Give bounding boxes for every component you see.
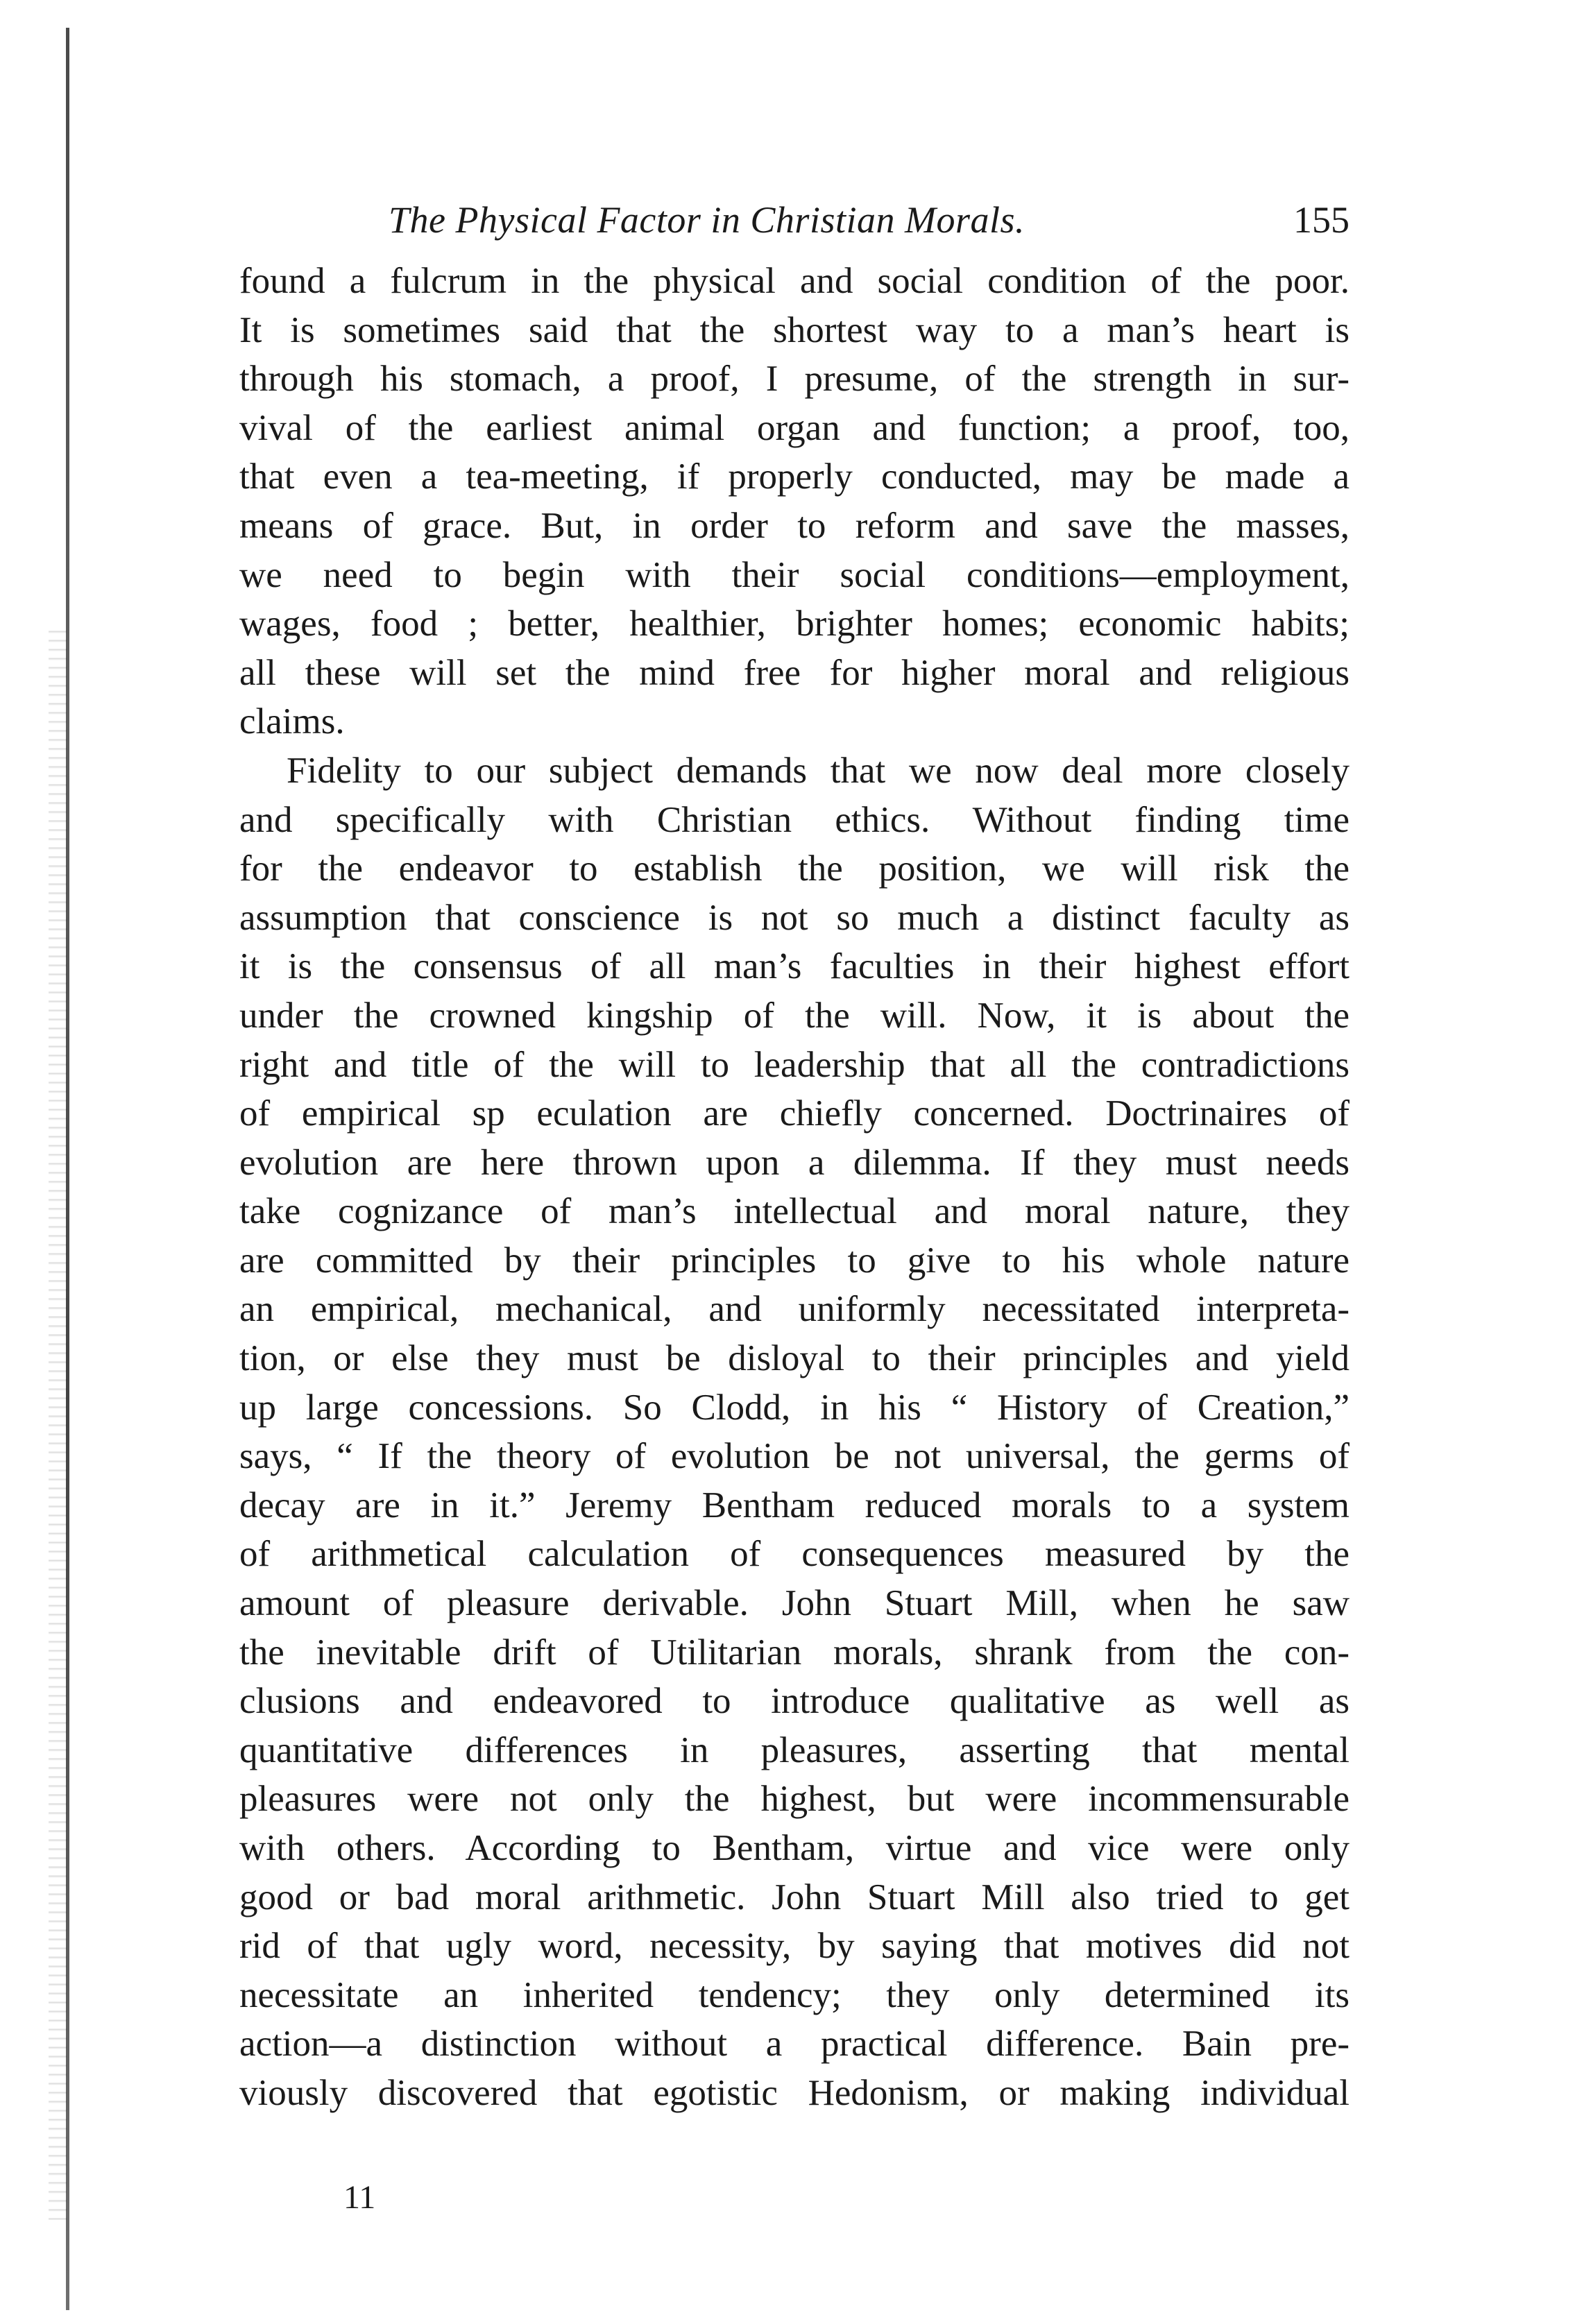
text-line: action—a distinction without a practical difference. Bain pre-	[239, 2024, 1350, 2065]
text-line: with others. According to Bentham, virtue and vice were only	[239, 1828, 1350, 1868]
text-line: evolution are here thrown upon a dilemma. If they must needs	[239, 1142, 1350, 1183]
text-line: that even a tea-meeting, if properly conducted, may be made a	[239, 456, 1350, 497]
text-line: claims.	[239, 701, 345, 742]
text-line: vival of the earliest animal organ and function; a proof, too,	[239, 407, 1350, 448]
text-line: we need to begin with their social conditions—employment,	[239, 554, 1350, 595]
text-line: for the endeavor to establish the position, we will risk the	[239, 848, 1350, 889]
text-line: take cognizance of man’s intellectual and moral nature, they	[239, 1191, 1350, 1232]
text-line: rid of that ugly word, necessity, by saying that motives did not	[239, 1926, 1350, 1967]
text-line: good or bad moral arithmetic. John Stuart Mill also tried to get	[239, 1877, 1350, 1917]
text-line: up large concessions. So Clodd, in his “ History of Creation,”	[239, 1387, 1350, 1428]
running-head	[239, 187, 1350, 257]
text-line: wages, food ; better, healthier, brighter homes; economic habits;	[239, 604, 1350, 644]
text-line: of empirical sp eculation are chiefly concerned. Doctrinaires of	[239, 1093, 1350, 1134]
text-line: clusions and endeavored to introduce qualitative as well as	[239, 1681, 1350, 1722]
text-line: are committed by their principles to give to his whole nature	[239, 1240, 1350, 1281]
text-line: all these will set the mind free for higher moral and religious	[239, 652, 1350, 693]
text-line: through his stomach, a proof, I presume, of the strength in sur-	[239, 359, 1350, 400]
paragraph-2	[239, 746, 1350, 2118]
paragraph-1	[239, 257, 1350, 746]
text-line: of arithmetical calculation of consequences measured by the	[239, 1534, 1350, 1575]
text-line: necessitate an inherited tendency; they only determined its	[239, 1974, 1350, 2015]
text-line: an empirical, mechanical, and uniformly necessitated interpreta-	[239, 1289, 1350, 1330]
text-line: assumption that conscience is not so much a distinct faculty as	[239, 897, 1350, 938]
text-line: Fidelity to our subject demands that we now deal more closely	[287, 750, 1350, 791]
text-line: decay are in it.” Jeremy Bentham reduced morals to a system	[239, 1485, 1350, 1526]
text-line: tion, or else they must be disloyal to their principles and yield	[239, 1338, 1350, 1379]
text-line: pleasures were not only the highest, but were incommensurable	[239, 1779, 1350, 1820]
text-line: right and title of the will to leadership that all the contradictions	[239, 1044, 1350, 1085]
text-line: the inevitable drift of Utilitarian morals, shrank from the con-	[239, 1632, 1350, 1673]
body-text	[239, 257, 1350, 2118]
text-line: found a fulcrum in the physical and social condition of the poor.	[239, 261, 1350, 301]
page-number: 155	[1293, 199, 1350, 241]
book-page	[239, 187, 1350, 2118]
signature-mark: 11	[343, 2179, 376, 2216]
text-line: amount of pleasure derivable. John Stuart Mill, when he saw	[239, 1583, 1350, 1624]
text-line: It is sometimes said that the shortest way to a man’s heart is	[239, 309, 1350, 350]
text-line: under the crowned kingship of the will. Now, it is about the	[239, 995, 1350, 1036]
binding-speckle	[49, 624, 67, 2220]
text-line: viously discovered that egotistic Hedonism, or making individual	[239, 2072, 1350, 2113]
text-line: says, “ If the theory of evolution be not universal, the germs of	[239, 1436, 1350, 1477]
text-line: means of grace. But, in order to reform and save the masses,	[239, 505, 1350, 546]
text-line: it is the consensus of all man’s faculties in their highest effort	[239, 946, 1350, 987]
running-title: The Physical Factor in Christian Morals.	[389, 199, 1025, 241]
text-line: and specifically with Christian ethics. Without finding time	[239, 799, 1350, 840]
text-line: quantitative differences in pleasures, asserting that mental	[239, 1729, 1350, 1770]
